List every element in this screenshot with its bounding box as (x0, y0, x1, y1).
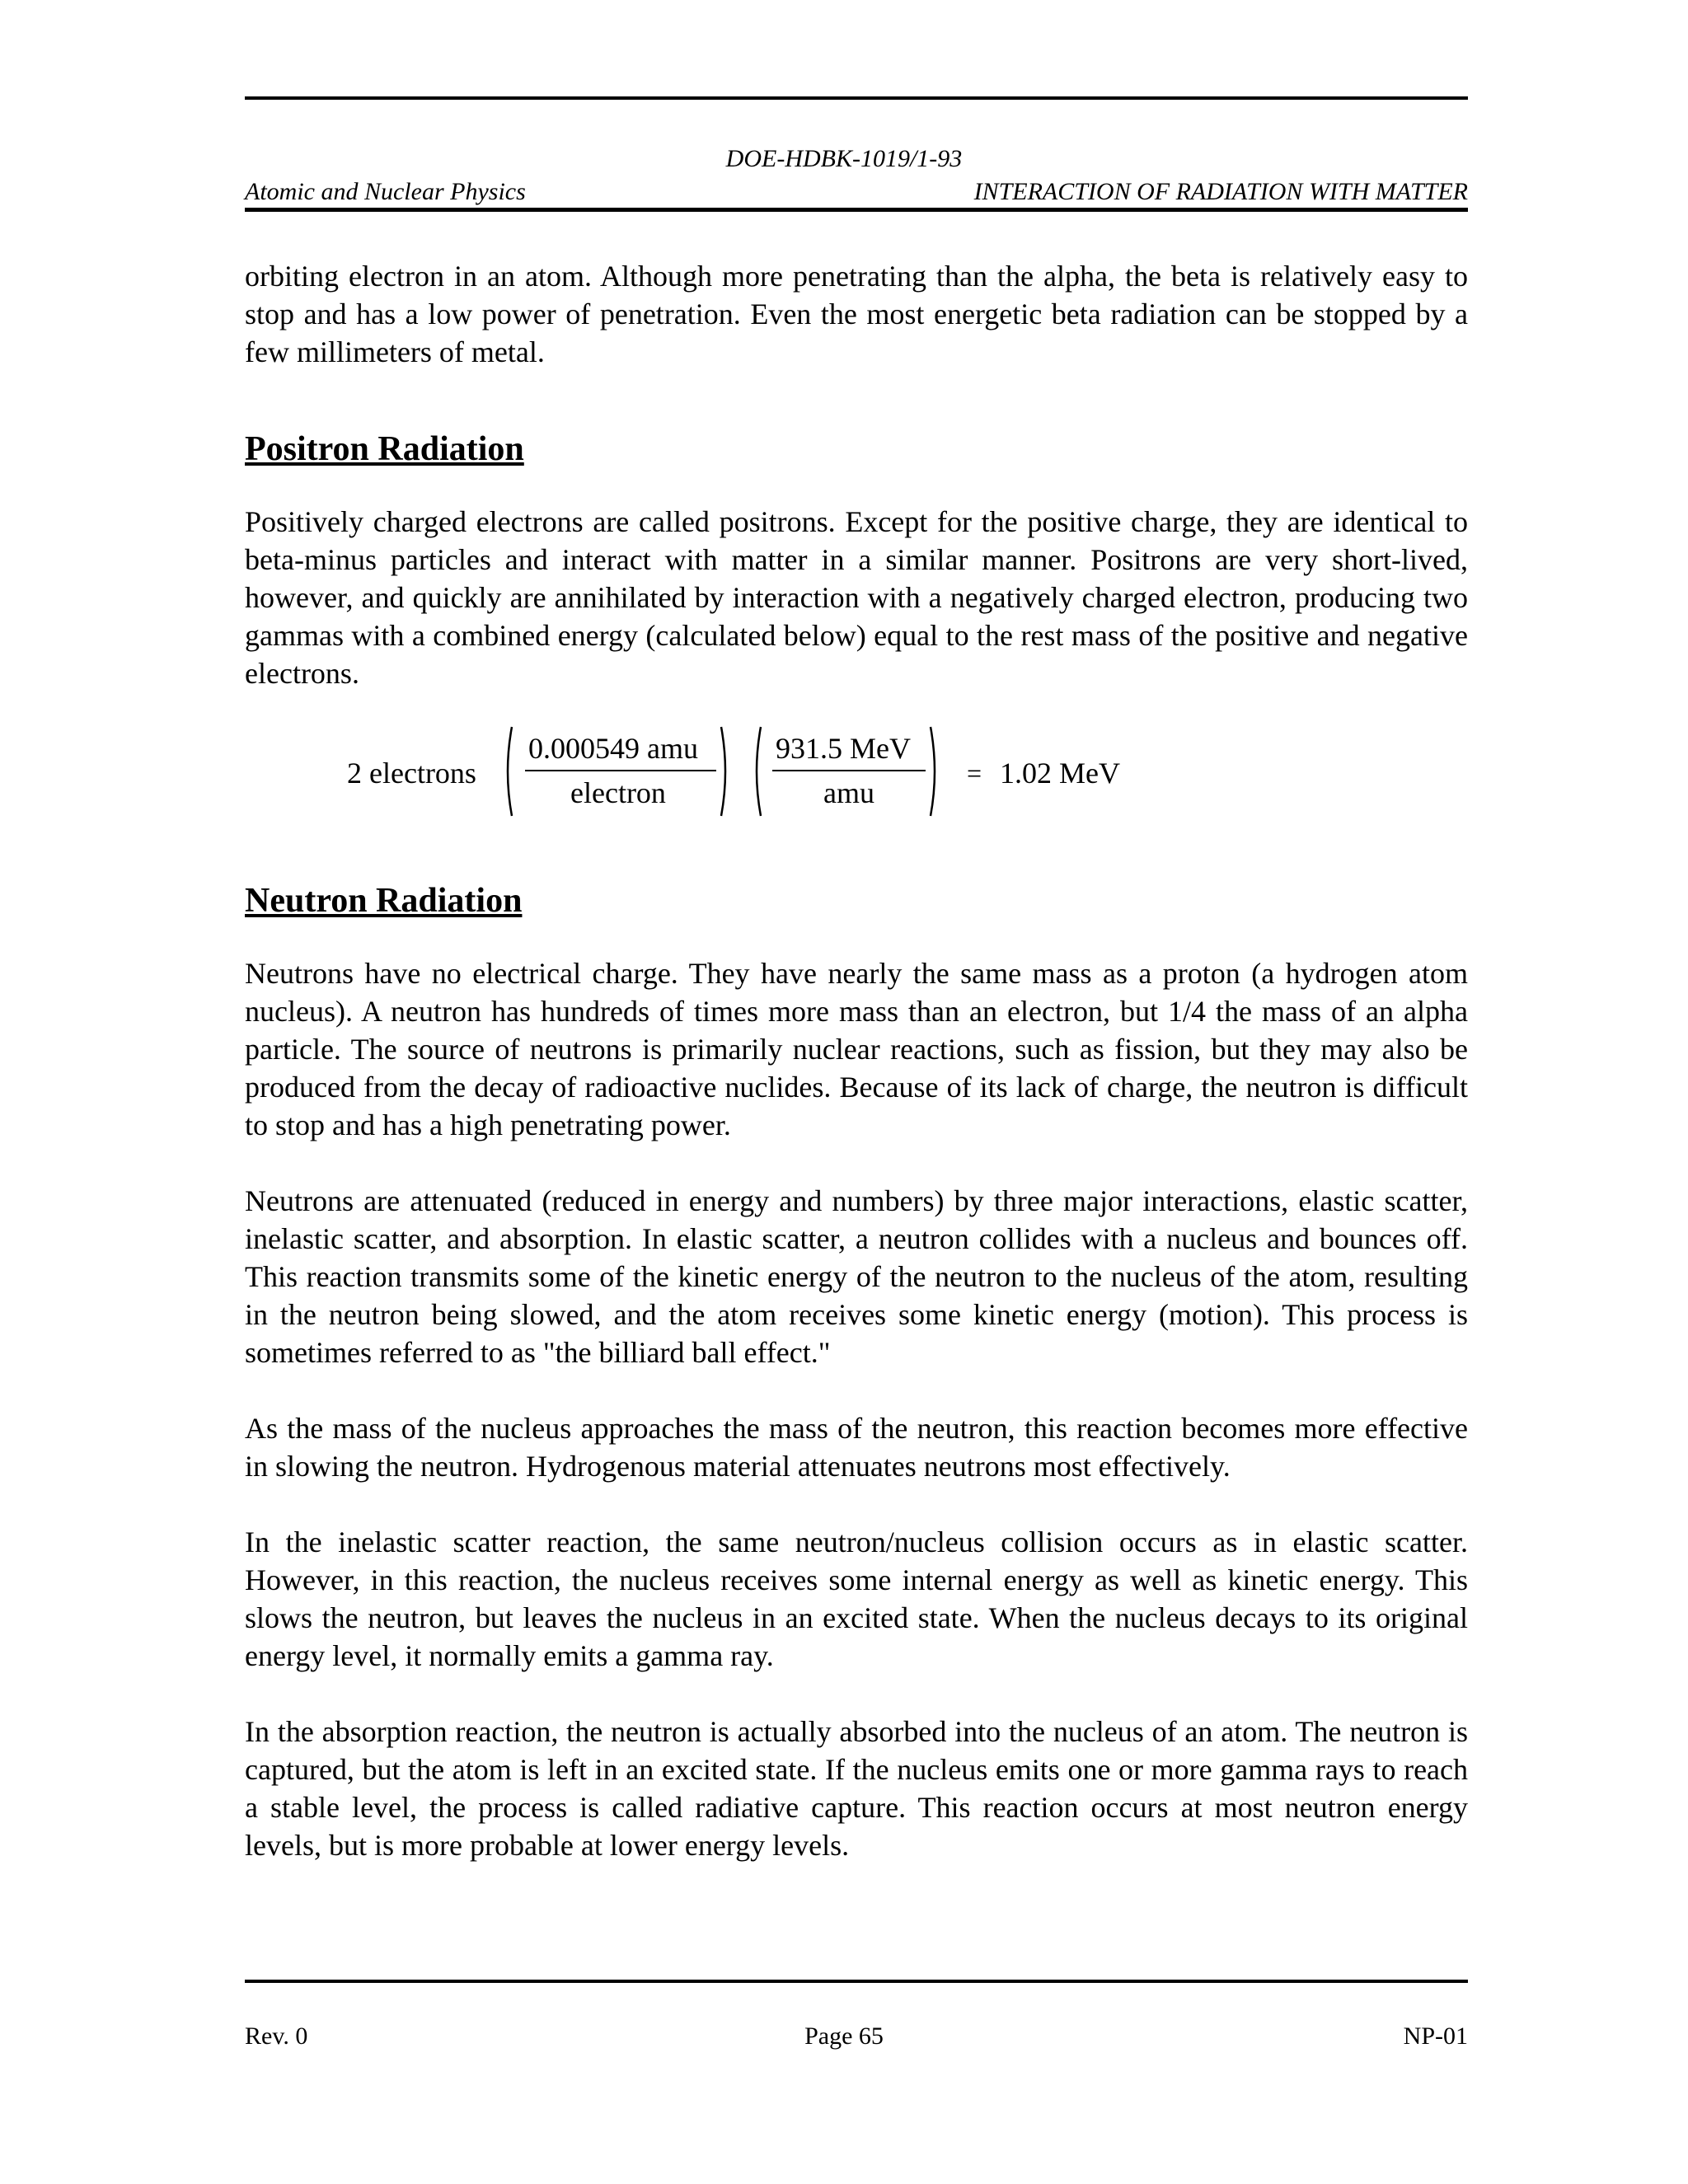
footer-rule (245, 1980, 1468, 1983)
fraction1-numerator: 0.000549 amu (528, 732, 698, 765)
footer-revision: Rev. 0 (245, 2022, 308, 2050)
header-top-rule (245, 96, 1468, 100)
left-paren-2 (751, 725, 762, 818)
fraction1-denominator: electron (570, 776, 666, 809)
fraction2-bar (772, 770, 926, 771)
paragraph-beta-continuation: orbiting electron in an atom. Although more penetrating than the alpha, the beta is relatively easy to stop and has a low power of penetration. Even the most energetic beta radiation can be stopped by a few millimeters of metal. (245, 260, 1468, 368)
paragraph-inelastic-scatter: In the inelastic scatter reaction, the same neutron/nucleus collision occurs as in elastic scatter. However, in this reaction, the nucleus receives some internal energy as well as kinetic energy. This slows the neutron, but leaves the nucleus in an excited state. When the nucleus decays to its original energy level, it normally emits a gamma ray. (245, 1526, 1468, 1672)
heading-positron-radiation: Positron Radiation (245, 430, 524, 468)
document-id: DOE-HDBK-1019/1-93 (725, 145, 963, 172)
paragraph-absorption: In the absorption reaction, the neutron is actually absorbed into the nucleus of an atom. The neutron is captured, but the atom is left in an excited state. If the nucleus emits one or more gamma rays to reach a stable level, the process is called radiative capture. This reaction occurs at most neutron energy levels, but is more probable at lower energy levels. (245, 1715, 1468, 1862)
equation-lhs: 2 electrons (347, 757, 476, 790)
equation-equals: = (967, 758, 982, 788)
positron-energy-equation (245, 720, 1468, 826)
heading-neutron-radiation: Neutron Radiation (245, 882, 523, 920)
equation-result: 1.02 MeV (1000, 757, 1120, 790)
fraction2-numerator: 931.5 MeV (776, 732, 911, 765)
footer-module-id: NP-01 (1403, 2022, 1468, 2050)
header-chapter-title: Atomic and Nuclear Physics (245, 178, 526, 205)
page-content (245, 257, 1468, 1864)
paragraph-elastic-effectiveness: As the mass of the nucleus approaches the mass of the neutron, this reaction becomes more effective in slowing the neutron. Hydrogenous material attenuates neutrons most effectively. (245, 1412, 1468, 1483)
paragraph-neutrons-intro: Neutrons have no electrical charge. They have nearly the same mass as a proton (a hydrogen atom nucleus). A neutron has hundreds of times more mass than an electron, but 1/4 the mass of an alpha particle. The source of neutrons is primarily nuclear reactions, such as fission, but they may also be produced from the decay of radioactive nuclides. Because of its lack of charge, the neutron is difficult to stop and has a high penetrating power. (245, 957, 1468, 1141)
fraction1-bar (525, 770, 716, 771)
left-paren-1 (502, 725, 513, 818)
fraction2-denominator: amu (823, 776, 874, 809)
right-paren-2 (929, 725, 940, 818)
footer-page-number: Page 65 (804, 2022, 884, 2050)
header-section-title: INTERACTION OF RADIATION WITH MATTER (973, 178, 1468, 205)
right-paren-1 (720, 725, 731, 818)
paragraph-positrons: Positively charged electrons are called positrons. Except for the positive charge, they are identical to beta-minus particles and interact with matter in a similar manner. Positrons are very short-lived, however, and quickly are annihilated by interaction with a negatively charged electron, producing two gammas with a combined energy (calculated below) equal to the rest mass of the positive and negative electrons. (245, 505, 1468, 690)
header-bottom-rule (245, 208, 1468, 212)
paragraph-neutron-attenuation: Neutrons are attenuated (reduced in energy and numbers) by three major interactions, elastic scatter, inelastic scatter, and absorption. In elastic scatter, a neutron collides with a nucleus and bounces off. This reaction transmits some of the kinetic energy of the neutron to the nucleus of the atom, resulting in the neutron being slowed, and the atom receives some kinetic energy (motion). This process is sometimes referred to as "the billiard ball effect." (245, 1184, 1468, 1369)
